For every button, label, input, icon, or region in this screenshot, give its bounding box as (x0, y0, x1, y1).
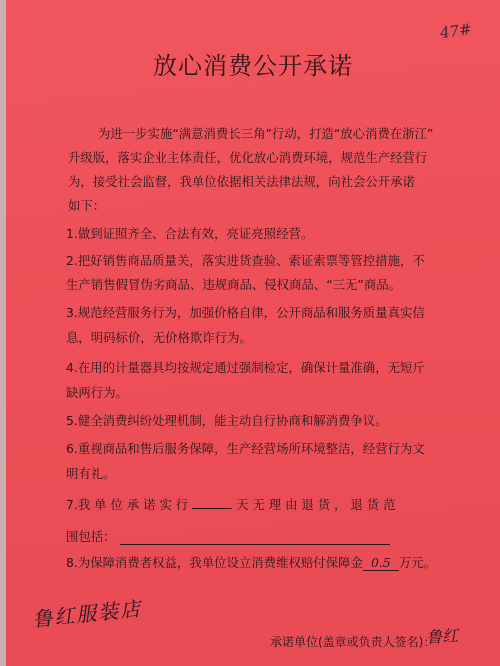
commitment-document (6, 0, 500, 666)
item-7-scope-label: 围包括： (66, 529, 116, 544)
item-8-suffix: 万元。 (398, 555, 436, 570)
store-signature: 鲁红服装店 (31, 596, 144, 632)
item-5: 5.健全消费纠纷处理机制，能主动自行协商和解消费争议。 (66, 413, 388, 428)
item-2-cont: 生产销售假冒伪劣商品、违规商品、侵权商品、“三无”商品。 (66, 277, 401, 292)
handwritten-number: 47# (439, 19, 474, 43)
item-8-prefix: 8.为保障消费者权益，我单位设立消费维权赔付保障金 (66, 555, 363, 570)
item-7-part-b: 天 无 理 由 退 货 ， 退 货 范 (236, 497, 396, 512)
item-7-cont (66, 527, 390, 545)
intro-line: 为，接受社会监督，我单位依据相关法律法规，向社会公开承诺 (68, 174, 415, 189)
item-3: 3.规范经营服务行为，加强价格自律，公开商品和服务质量真实信 (66, 305, 425, 320)
intro-line: 如下： (68, 198, 106, 213)
item-6-cont: 明有礼。 (66, 466, 116, 481)
days-blank (192, 508, 232, 509)
item-1: 1.做到证照齐全、合法有效，亮证亮照经营。 (66, 226, 314, 241)
intro-line: 为进一步实施“满意消费长三角”行动，打造“放心消费在浙江” (98, 126, 434, 141)
item-4: 4.在用的计量器具均按规定通过强制检定，确保计量准确，无短斤 (66, 360, 425, 375)
item-3-cont: 息，明码标价，无价格欺诈行为。 (66, 330, 252, 345)
item-7-part-a: 7.我 单 位 承 诺 实 行 (66, 497, 189, 512)
item-6: 6.重视商品和售后服务保障，生产经营场所环境整洁，经营行为文 (66, 441, 425, 456)
item-4-cont: 缺两行为。 (66, 385, 128, 400)
item-7 (66, 495, 395, 513)
intro-line: 升级版，落实企业主体责任，优化放心消费环境，规范生产经营行 (68, 150, 428, 165)
item-2: 2.把好销售商品质量关，落实进货查验、索证索票等管控措施，不 (66, 253, 425, 268)
item-8 (66, 553, 436, 571)
document-title: 放心消费公开承诺 (153, 52, 353, 80)
scope-blank (120, 529, 390, 545)
guarantee-amount: 0.5 (363, 555, 399, 571)
signature-label: 承诺单位(盖章或负责人签名)： (270, 635, 436, 649)
handwritten-signature: 鲁红 (425, 625, 459, 648)
